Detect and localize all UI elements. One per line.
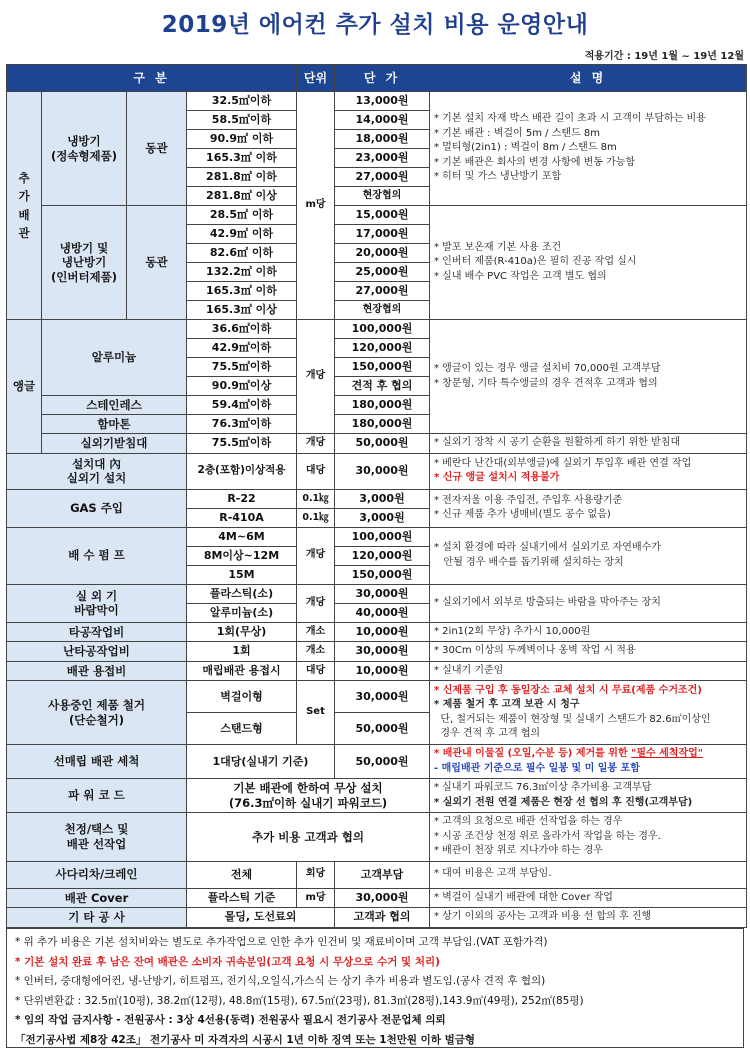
cover-spec: 플라스틱 기준 (187, 888, 297, 908)
drain-desc (430, 527, 747, 584)
angle-spec-5: 76.3㎡이하 (187, 415, 297, 434)
welding-spec: 매립배관 용접시 (187, 661, 297, 681)
application-period: 적용기간 : 19년 1월 ~ 19년 12월 (584, 51, 744, 62)
removal-desc-charge: * 제품 철거 후 고객 보관 시 청구 (434, 699, 580, 710)
drain-desc-line: 안될 경우 배수를 돕기위해 설치하는 장치 (434, 556, 624, 568)
angle-price-3: 견적 후 협의 (335, 377, 430, 396)
wind-price-0: 30,000원 (335, 584, 430, 603)
ceiling-desc-line: * 고객의 요청으로 배관 선작업을 하는 경우 (434, 816, 623, 827)
ceiling-label: 천정/택스 및 배관 선작업 (7, 813, 187, 862)
fixed-price-5: 현장협의 (335, 187, 430, 206)
fixed-label: 냉방기 (정속형제품) (42, 92, 127, 206)
cleaning-desc (430, 745, 747, 779)
outdoor-stand-unit: 개당 (297, 434, 335, 454)
gas-price-1: 3,000원 (335, 508, 430, 527)
angle-stainless-label: 스테인레스 (42, 396, 187, 415)
footnote-law: 「전기공사법 제8장 42조」 전기공사 미 자격자의 시공시 1년 이하 징역 또는 1천만원 이하 벌금형 (15, 1033, 476, 1046)
welding-label: 배관 용접비 (7, 661, 187, 681)
angle-spec-4: 59.4㎡이하 (187, 396, 297, 415)
power-cord-desc (430, 779, 747, 813)
removal-unit: Set (297, 681, 335, 745)
angle-price-2: 150,000원 (335, 358, 430, 377)
power-cord-label: 파 워 코 드 (7, 779, 187, 813)
cleaning-desc-note: - 매립배관 기준으로 필수 일봉 및 미 일봉 포함 (434, 762, 640, 774)
wind-price-1: 40,000원 (335, 603, 430, 622)
cover-label: 배관 Cover (7, 888, 187, 908)
angle-desc (430, 320, 747, 434)
fixed-desc-line: * 기본 설치 자재 박스 배관 길이 초과 시 고객이 부담하는 비용 (434, 113, 706, 125)
drain-unit: 개당 (297, 527, 335, 584)
gas-spec-0: R-22 (187, 489, 297, 508)
inverter-price-2: 20,000원 (335, 244, 430, 263)
fixed-desc (430, 92, 747, 206)
header-unit: 단위 (297, 65, 335, 92)
balcony-desc-warning: * 신규 앵글 설치시 적용불가 (434, 472, 560, 483)
angle-group-label: 앵글 (7, 320, 42, 454)
etc-price: 고객과 협의 (335, 908, 430, 928)
footnote: * 인버터, 중대형에어컨, 냉-난방기, 히트펌프, 전기식,오일식,가스식 는 상기 추가 비용과 별도임.(공사 견적 후 협의) (15, 975, 546, 988)
drain-spec-1: 8M이상~12M (187, 546, 297, 565)
gas-unit-0: 0.1㎏ (297, 489, 335, 508)
fixed-desc-line: * 멀티형(2in1) : 벽걸이 8m / 스탠드 8m (434, 142, 617, 154)
angle-desc-line: * 앵글이 있는 경우 앵글 설치비 70,000원 고객부담 (434, 363, 661, 374)
angle-spec-2: 75.5㎡이하 (187, 358, 297, 377)
footnotes (6, 928, 744, 1048)
inverter-price-3: 25,000원 (335, 263, 430, 282)
inverter-price-1: 17,000원 (335, 225, 430, 244)
cost-table (6, 64, 747, 928)
outdoor-stand-price: 50,000원 (335, 434, 430, 454)
balcony-label: 설치대 內 실외기 설치 (7, 453, 187, 489)
balcony-desc (430, 453, 747, 489)
cleaning-desc-text: * 배관내 이물질 (오일,수분 등) 제거를 위한 (434, 748, 632, 759)
angle-price-1: 120,000원 (335, 339, 430, 358)
header-desc: 설 명 (430, 65, 747, 92)
removal-desc-line: 경우 견적 후 고객 협의 (434, 728, 541, 739)
etc-spec: 몰딩, 도선료외 (187, 908, 335, 928)
fixed-spec-3: 165.3㎡ 이하 (187, 149, 297, 168)
cleaning-spec: 1대당(실내기 기준) (187, 745, 335, 779)
page-title: 2019년 에어컨 추가 설치 비용 운영안내 (161, 12, 589, 38)
ceiling-desc-line: * 배관이 천장 위로 지나가야 하는 경우 (434, 845, 603, 856)
removal-price-0: 30,000원 (335, 681, 430, 713)
ceiling-desc-line: * 시공 조건상 천정 위로 올라가서 작업을 하는 경우. (434, 830, 661, 842)
punch-spec: 1회(무상) (187, 622, 297, 642)
wind-spec-1: 알루미늄(소) (187, 603, 297, 622)
ladder-price: 고객부담 (335, 861, 430, 888)
power-cord-desc-line: * 실내기 파워코드 76.3㎡이상 추가비용 고객부담 (434, 782, 652, 793)
ladder-desc: * 대여 비용은 고객 부담임. (430, 861, 747, 888)
pipe-group-label (7, 92, 42, 320)
inverter-price-4: 27,000원 (335, 282, 430, 301)
angle-spec-0: 36.6㎡이하 (187, 320, 297, 339)
inverter-desc-line: * 발포 보온재 기본 사용 조건 (434, 241, 562, 253)
footnote: * 위 추가 비용은 기본 설치비와는 별도로 추가작업으로 인한 추가 인건비 및 재료비이며 고객 부담임.(VAT 포함가격) (15, 936, 548, 948)
inverter-spec-0: 28.5㎡ 이하 (187, 206, 297, 225)
drain-desc-line: * 설치 환경에 따라 실내기에서 실외기로 자연배수가 (434, 542, 661, 553)
outdoor-stand-spec: 75.5㎡이하 (187, 434, 297, 454)
inverter-material: 동관 (127, 206, 187, 320)
fixed-price-1: 14,000원 (335, 111, 430, 130)
inverter-price-0: 15,000원 (335, 206, 430, 225)
balcony-spec: 2층(포함)이상적용 (187, 453, 297, 489)
cover-price: 30,000원 (335, 888, 430, 908)
removal-desc (430, 681, 747, 745)
angle-aluminum-label: 알루미늄 (42, 320, 187, 396)
angle-spec-3: 90.9㎡이상 (187, 377, 297, 396)
cover-desc: * 벽걸이 실내기 배관에 대한 Cover 작업 (430, 888, 747, 908)
balcony-unit: 대당 (297, 453, 335, 489)
angle-spec-1: 42.9㎡이하 (187, 339, 297, 358)
inverter-spec-2: 82.6㎡ 이하 (187, 244, 297, 263)
ladder-unit: 회당 (297, 861, 335, 888)
fixed-desc-line: * 히터 및 가스 냉난방기 포함 (434, 171, 562, 183)
fixed-spec-2: 90.9㎡ 이하 (187, 130, 297, 149)
ladder-spec: 전체 (187, 861, 297, 888)
drain-spec-0: 4M~6M (187, 527, 297, 546)
removal-spec-0: 벽걸이형 (187, 681, 297, 713)
inverter-price-5: 현장협의 (335, 301, 430, 320)
hard-punch-unit: 개소 (297, 642, 335, 662)
hard-punch-desc: * 30Cm 이상의 두께벽이나 옹벽 작업 시 적용 (430, 642, 747, 662)
fixed-spec-1: 58.5㎡이하 (187, 111, 297, 130)
drain-price-1: 120,000원 (335, 546, 430, 565)
etc-label: 기 타 공 사 (7, 908, 187, 928)
balcony-price: 30,000원 (335, 453, 430, 489)
ceiling-spec: 추가 비용 고객과 협의 (187, 813, 430, 862)
fixed-price-2: 18,000원 (335, 130, 430, 149)
angle-desc-line: * 창문형, 기타 특수앵글의 경우 견적후 고객과 협의 (434, 377, 658, 389)
punch-price: 10,000원 (335, 622, 430, 642)
drain-spec-2: 15M (187, 565, 297, 584)
outdoor-stand-label: 실외기받침대 (42, 434, 187, 454)
cleaning-label: 선매립 배관 세척 (7, 745, 187, 779)
hard-punch-spec: 1회 (187, 642, 297, 662)
fixed-desc-line: * 기본 배관은 회사의 변경 사항에 변동 가능함 (434, 156, 636, 168)
removal-spec-1: 스탠드형 (187, 713, 297, 745)
fixed-spec-0: 32.5㎡이하 (187, 92, 297, 111)
gas-desc (430, 489, 747, 527)
power-cord-desc-bold: * 실외기 전원 연결 제품은 현장 선 협의 후 진행(고객부담) (434, 796, 693, 808)
pipe-group-text: 추가배관 (18, 170, 30, 240)
gas-price-0: 3,000원 (335, 489, 430, 508)
fixed-price-4: 27,000원 (335, 168, 430, 187)
gas-desc-line: * 신규 제품 추가 냉매비(별도 공수 없음) (434, 509, 611, 520)
hard-punch-label: 난타공작업비 (7, 642, 187, 662)
cleaning-desc-warning (434, 747, 742, 762)
welding-unit: 대당 (297, 661, 335, 681)
inverter-label: 냉방기 및 냉난방기 (인버터제품) (42, 206, 127, 320)
ceiling-desc (430, 813, 747, 862)
header-category: 구 분 (7, 65, 297, 92)
cleaning-price: 50,000원 (335, 745, 430, 779)
removal-label: 사용중인 제품 철거 (단순철거) (7, 681, 187, 745)
removal-desc-line: 단, 철거되는 제품이 현장형 및 실내기 스탠드가 82.6㎡이상인 (434, 713, 711, 725)
welding-price: 10,000원 (335, 661, 430, 681)
punch-desc: * 2in1(2회 무상) 추가시 10,000원 (430, 622, 747, 642)
inverter-spec-4: 165.3㎡ 이하 (187, 282, 297, 301)
cover-unit: m당 (297, 888, 335, 908)
wind-desc: * 실외기에서 외부로 방출되는 바람을 막아주는 장치 (430, 584, 747, 622)
gas-desc-line: * 전자저울 이용 주입전, 주입후 사용량기준 (434, 494, 623, 506)
etc-desc: * 상기 이외의 공사는 고객과 비용 선 합의 후 진행 (430, 908, 747, 928)
inverter-spec-3: 132.2㎡ 이하 (187, 263, 297, 282)
footnote-prohibited: * 임의 작업 금지사항 - 전원공사 : 3상 4선용(동력) 전원공사 필요시 전기공사 전문업체 의뢰 (15, 1014, 446, 1027)
fixed-price-0: 13,000원 (335, 92, 430, 111)
angle-hammerton-label: 함마톤 (42, 415, 187, 434)
angle-unit: 개당 (297, 320, 335, 434)
fixed-spec-5: 281.8㎡ 이상 (187, 187, 297, 206)
angle-price-5: 180,000원 (335, 415, 430, 434)
pipe-unit: m당 (297, 92, 335, 320)
power-cord-spec: 기본 배관에 한하여 무상 설치 (76.3㎡이하 실내기 파워코드) (187, 779, 430, 813)
gas-unit-1: 0.1㎏ (297, 508, 335, 527)
angle-price-0: 100,000원 (335, 320, 430, 339)
removal-price-1: 50,000원 (335, 713, 430, 745)
footnote: * 단위변환값 : 32.5㎡(10평), 38.2㎡(12평), 48.8㎡(15평), 67.5㎡(23평), 81.3㎡(28평),143.9㎡(49평), 252㎡(85평) (15, 994, 584, 1007)
gas-label: GAS 주입 (7, 489, 187, 527)
removal-desc-free: * 신제품 구입 후 동일장소 교체 설치 시 무료(제품 수거조건) (434, 684, 702, 696)
wind-spec-0: 플라스틱(소) (187, 584, 297, 603)
inverter-desc (430, 206, 747, 320)
inverter-desc-line: * 인버터 제품(R-410a)은 필히 진공 작업 실시 (434, 256, 637, 268)
wind-unit: 개당 (297, 584, 335, 622)
punch-unit: 개소 (297, 622, 335, 642)
cleaning-desc-emphasis: "필수 세척작업" (631, 748, 703, 759)
balcony-desc-line: * 베란다 난간대(외부앵글)에 실외기 투입후 배관 연결 작업 (434, 457, 692, 469)
hard-punch-price: 30,000원 (335, 642, 430, 662)
fixed-material: 동관 (127, 92, 187, 206)
footnote-warning: * 기본 설치 완료 후 남은 잔여 배관은 소비자 귀속분임(고객 요청 시 무상으로 수거 및 처리) (15, 955, 440, 968)
angle-price-4: 180,000원 (335, 396, 430, 415)
drain-price-2: 150,000원 (335, 565, 430, 584)
drain-pump-label: 배 수 펌 프 (7, 527, 187, 584)
inverter-spec-1: 42.9㎡ 이하 (187, 225, 297, 244)
wind-guard-label: 실 외 기 바람막이 (7, 584, 187, 622)
inverter-desc-line: * 실내 배수 PVC 작업은 고객 별도 협의 (434, 270, 607, 282)
welding-desc: * 실내기 기준임 (430, 661, 747, 681)
outdoor-stand-desc: * 실외기 장착 시 공기 순환을 원활하게 하기 위한 받침대 (430, 434, 747, 454)
fixed-spec-4: 281.8㎡ 이하 (187, 168, 297, 187)
drain-price-0: 100,000원 (335, 527, 430, 546)
inverter-spec-5: 165.3㎡ 이상 (187, 301, 297, 320)
gas-spec-1: R-410A (187, 508, 297, 527)
ladder-label: 사다리차/크레인 (7, 861, 187, 888)
header-price: 단 가 (335, 65, 430, 92)
fixed-price-3: 23,000원 (335, 149, 430, 168)
fixed-desc-line: * 기본 배관 : 벽걸이 5m / 스탠드 8m (434, 127, 600, 139)
punch-label: 타공작업비 (7, 622, 187, 642)
